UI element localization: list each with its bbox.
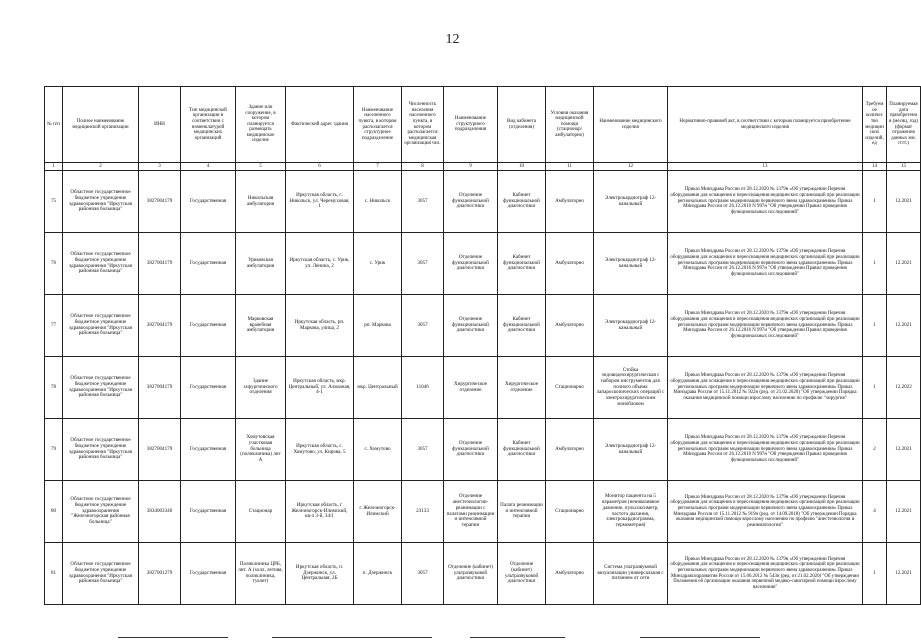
org-type-cell: Государственная <box>181 481 236 543</box>
conditions-cell: Амбулаторно <box>546 171 594 233</box>
unit-cell: Отделение функциональной диагностики <box>444 233 498 295</box>
column-number: 8 <box>402 163 444 171</box>
org-type-cell: Государственная <box>181 295 236 357</box>
locality-cell: мкр. Центральный <box>354 357 402 419</box>
unit-cell: Отделение анестезиологии-реанимации с палатами реанимации и интенсивной терапии <box>444 481 498 543</box>
unit-cell: Хирургическое отделение <box>444 357 498 419</box>
device-cell: Электрокардиограф 12-канальный <box>594 295 668 357</box>
org-type-cell: Государственная <box>181 543 236 605</box>
room-cell: Кабинет функциональной диагностики <box>498 419 546 481</box>
unit-cell: Отделение (кабинет) ультразвуковой диагностики <box>444 543 498 605</box>
population-cell: 23133 <box>402 481 444 543</box>
column-number: 7 <box>354 163 402 171</box>
header-row <box>45 87 921 163</box>
population-cell: 3057 <box>402 419 444 481</box>
org-name-cell: Областное государственное бюджетное учреждение здравоохранения "Железногорская районная больница" <box>63 481 139 543</box>
address-cell: Иркутская область, с. Урик, ул. Ленина, 2 <box>286 233 354 295</box>
conditions-cell: Стационарно <box>546 357 594 419</box>
quantity-cell: 2 <box>863 419 887 481</box>
column-header: Наименование медицинского изделия <box>594 87 668 163</box>
column-header: Здание или сооружение, в котором планируется размещать медицинское изделие <box>236 87 286 163</box>
legal-act-cell: Приказ Минздрава России от 28.12.2020 № 1379н «Об утверждении Перечня оборудования для оснащения и переоснащения медицинских организаций при реализации региональных программ модернизации первичного звена здравоохранения» Приказ Минздрава России от 26.12.2016 N 997н "Об утверждении Правил проведения функциональных исследований" <box>668 171 863 233</box>
row-number: 80 <box>45 481 63 543</box>
column-number: 6 <box>286 163 354 171</box>
unit-cell: Отделение функциональной диагностики <box>444 295 498 357</box>
inn-cell: 3834003340 <box>139 481 181 543</box>
date-cell: 12.2021 <box>887 171 921 233</box>
column-header: Наименование структурного подразделения <box>444 87 498 163</box>
locality-cell: с. Хомутово <box>354 419 402 481</box>
equipment-table <box>44 86 921 605</box>
date-cell: 12.2021 <box>887 481 921 543</box>
scan-edge-line <box>640 637 760 638</box>
table-row <box>45 295 921 357</box>
legal-act-cell: Приказ Минздрава России от 28.12.2020 № 1379н «Об утверждении Перечня оборудования для оснащения и переоснащения медицинских организаций при реализации региональных программ модернизации первичного звена здравоохранения» Приказ Минздрава России от 15.11.2012 № 922н (ред. от 21.02.2020) "Об утверждении Порядка оказания медицинской помощи взрослому населению по профилю "хирургия" <box>668 357 863 419</box>
table-row <box>45 419 921 481</box>
row-number: 77 <box>45 295 63 357</box>
legal-act-cell: Приказ Минздрава России от 28.12.2020 № 1379н «Об утверждении Перечня оборудования для оснащения и переоснащения медицинских организаций при реализации региональных программ модернизации первичного звена здравоохранения» Приказ Минздрава России от 26.12.2016 N 997н "Об утверждении Правил проведения функциональных исследований" <box>668 419 863 481</box>
date-cell: 12.2021 <box>887 233 921 295</box>
building-cell: Марковская врачебная амбулатория <box>236 295 286 357</box>
column-number: 1 <box>45 163 63 171</box>
building-cell: Никольская амбулатория <box>236 171 286 233</box>
column-number: 9 <box>444 163 498 171</box>
locality-cell: п. Дзержинск <box>354 543 402 605</box>
row-number: 75 <box>45 171 63 233</box>
date-cell: 12.2022 <box>887 357 921 419</box>
column-number: 12 <box>594 163 668 171</box>
column-number: 2 <box>63 163 139 171</box>
date-cell: 12.2021 <box>887 543 921 605</box>
org-name-cell: Областное государственное бюджетное учреждение здравоохранения "Иркутская районная больница" <box>63 295 139 357</box>
column-header: Полное наименование медицинской организации <box>63 87 139 163</box>
device-cell: Электрокардиограф 12-канальный <box>594 419 668 481</box>
locality-cell: рп. Маркова <box>354 295 402 357</box>
quantity-cell: 4 <box>863 481 887 543</box>
org-type-cell: Государственная <box>181 233 236 295</box>
column-number: 3 <box>139 163 181 171</box>
population-cell: 3057 <box>402 171 444 233</box>
room-cell: Кабинет функциональной диагностики <box>498 233 546 295</box>
column-header: Тип медицинской организации в соответствии с номенклатурой медицинских организаций <box>181 87 236 163</box>
column-header: ИНН <box>139 87 181 163</box>
org-name-cell: Областное государственное бюджетное учреждение здравоохранения "Иркутская районная больница" <box>63 357 139 419</box>
legal-act-cell: Приказ Минздрава России от 28.12.2020 № 1379н «Об утверждении Перечня оборудования для оснащения и переоснащения медицинских организаций при реализации региональных программ модернизации первичного звена здравоохранения» Приказ Минздрава России от 26.12.2016 N 997н "Об утверждении Правил проведения функциональных исследований" <box>668 233 863 295</box>
column-number: 13 <box>668 163 863 171</box>
table-row <box>45 357 921 419</box>
legal-act-cell: Приказ Минздрава России от 28.12.2020 № 1379н «Об утверждении Перечня оборудования для оснащения и переоснащения медицинских организаций при реализации региональных программ модернизации первичного звена здравоохранения» Приказ Минздрава России от 26.12.2016 N 997н "Об утверждении Правил проведения функциональных исследований" <box>668 295 863 357</box>
column-header: Нормативно-правовой акт, в соответствии с которым планируется приобретение медицинского изделия <box>668 87 863 163</box>
room-cell: Отделение (кабинет) ультразвуковой диагностики <box>498 543 546 605</box>
building-cell: Здание хирургического отделения <box>236 357 286 419</box>
conditions-cell: Стационарно <box>546 481 594 543</box>
inn-cell: 3827001279 <box>139 543 181 605</box>
table-body <box>45 171 921 605</box>
conditions-cell: Амбулаторно <box>546 543 594 605</box>
inn-cell: 3827004179 <box>139 357 181 419</box>
conditions-cell: Амбулаторно <box>546 233 594 295</box>
conditions-cell: Амбулаторно <box>546 295 594 357</box>
quantity-cell: 1 <box>863 357 887 419</box>
locality-cell: с. Урик <box>354 233 402 295</box>
device-cell: Стойка эндовидеохирургическая с набором инструментов для полного объема лапароскопических операций с электрохирургическим моноблоком <box>594 357 668 419</box>
quantity-cell: 1 <box>863 543 887 605</box>
table-row <box>45 233 921 295</box>
column-header: Фактический адрес здания <box>286 87 354 163</box>
column-header: Условия оказания медицинской помощи (стационар/амбулаторно) <box>546 87 594 163</box>
org-type-cell: Государственная <box>181 419 236 481</box>
row-number: 76 <box>45 233 63 295</box>
building-cell: Стационар <box>236 481 286 543</box>
legal-act-cell: Приказ Минздрава России от 28.12.2020 № 1379н «Об утверждении Перечня оборудования для оснащения и переоснащения медицинских организаций при реализации региональных программ модернизации первичного звена здравоохранения» Приказ Минздрава России от 15.11.2012 № 919н (ред. от 14.09.2018) "Об утверждении Порядка оказания медицинской помощи взрослому населению по профилю "анестезиология и реаниматология" <box>668 481 863 543</box>
population-cell: 3057 <box>402 295 444 357</box>
row-number: 78 <box>45 357 63 419</box>
column-number: 4 <box>181 163 236 171</box>
row-number: 81 <box>45 543 63 605</box>
locality-cell: г. Железногорск-Илимский <box>354 481 402 543</box>
population-cell: 11046 <box>402 357 444 419</box>
unit-cell: Отделение функциональной диагностики <box>444 171 498 233</box>
room-cell: Палата реанимации и интенсивной терапии <box>498 481 546 543</box>
scan-edge-line <box>118 637 228 638</box>
building-cell: Уриковская амбулатория <box>236 233 286 295</box>
column-number: 10 <box>498 163 546 171</box>
row-number: 79 <box>45 419 63 481</box>
address-cell: Иркутская область, с. Никольск, ул. Черемуховая, 1 <box>286 171 354 233</box>
address-cell: Иркутская область, мкр. Центральный, ул. Алмазная, 4-1 <box>286 357 354 419</box>
address-cell: Иркутская область, с. Хомутово, ул. Кирова, 5 <box>286 419 354 481</box>
device-cell: Система ультразвуковой визуализации универсальная с питанием от сети <box>594 543 668 605</box>
table-row <box>45 543 921 605</box>
column-header: Требуемое количество медицинских изделий, ед <box>863 87 887 163</box>
column-header: Планируемая дата приобретения (месяц, год) (формат отражения данных мм. гггг.) <box>887 87 921 163</box>
column-header: Численность населения населенного пункта, в котором располагается медицинская организация чел. <box>402 87 444 163</box>
page-number: 12 <box>445 32 460 47</box>
column-number: 11 <box>546 163 594 171</box>
table-row <box>45 171 921 233</box>
column-number: 15 <box>887 163 921 171</box>
room-cell: Хирургическое отделение <box>498 357 546 419</box>
column-number-row <box>45 163 921 171</box>
scan-edge-line <box>272 637 432 638</box>
quantity-cell: 1 <box>863 295 887 357</box>
room-cell: Кабинет функциональной диагностики <box>498 171 546 233</box>
column-header: Вид кабинета (отделения) <box>498 87 546 163</box>
address-cell: Иркутская область, п. Дзержинск, ул. Центральная, 2Б <box>286 543 354 605</box>
org-type-cell: Государственная <box>181 357 236 419</box>
population-cell: 3057 <box>402 233 444 295</box>
org-name-cell: Областное государственное бюджетное учреждение здравоохранения "Иркутская районная больница" <box>63 233 139 295</box>
column-header: Наименование населенного пункта, в котором располагается структурное подразделение <box>354 87 402 163</box>
inn-cell: 3827004179 <box>139 295 181 357</box>
device-cell: Электрокардиограф 12-канальный <box>594 233 668 295</box>
conditions-cell: Амбулаторно <box>546 419 594 481</box>
date-cell: 12.2021 <box>887 419 921 481</box>
unit-cell: Отделение функциональной диагностики <box>444 419 498 481</box>
device-cell: Монитор пациента на 5 параметров (неинвазивное давление, пульсоксиметр, частота дыхания, электрокардиограмма, термометрия) <box>594 481 668 543</box>
date-cell: 12.2021 <box>887 295 921 357</box>
table-row <box>45 481 921 543</box>
quantity-cell: 1 <box>863 171 887 233</box>
scan-edge-line <box>470 637 565 638</box>
building-cell: Поликлиника ЦРБ, лит. А (холл, летняя, поликлиника, туалет) <box>236 543 286 605</box>
population-cell: 3057 <box>402 543 444 605</box>
building-cell: Хомутовская участковая больница (поликлиника) лит А <box>236 419 286 481</box>
org-name-cell: Областное государственное бюджетное учреждение здравоохранения "Иркутская районная больница" <box>63 171 139 233</box>
column-number: 5 <box>236 163 286 171</box>
org-type-cell: Государственная <box>181 171 236 233</box>
room-cell: Кабинет функциональной диагностики <box>498 295 546 357</box>
column-number: 14 <box>863 163 887 171</box>
column-header: № п/п <box>45 87 63 163</box>
legal-act-cell: Приказ Минздрава России от 28.12.2020 № 1379н «Об утверждении Перечня оборудования для оснащения и переоснащения медицинских организаций при реализации региональных программ модернизации первичного звена здравоохранения» Приказ Минздравсоцразвития России от 15.06.2012 № 543н (ред. от 21.02.2020) "Об утверждении Положения об организации оказания первичной медико-санитарной помощи взрослому населению" <box>668 543 863 605</box>
address-cell: Иркутская область, рп. Маркова, улица, 2 <box>286 295 354 357</box>
inn-cell: 3827004179 <box>139 419 181 481</box>
locality-cell: с. Никольск <box>354 171 402 233</box>
org-name-cell: Областное государственное бюджетное учреждение здравоохранения "Иркутская районная больница" <box>63 419 139 481</box>
org-name-cell: Областное государственное бюджетное учреждение здравоохранения "Иркутская районная больница" <box>63 543 139 605</box>
inn-cell: 3827004179 <box>139 171 181 233</box>
quantity-cell: 1 <box>863 233 887 295</box>
inn-cell: 3827004179 <box>139 233 181 295</box>
device-cell: Электрокардиограф 12-канальный <box>594 171 668 233</box>
address-cell: Иркутская область, г Железногорск-Илимский, кв-л 3-й, 34/1 <box>286 481 354 543</box>
